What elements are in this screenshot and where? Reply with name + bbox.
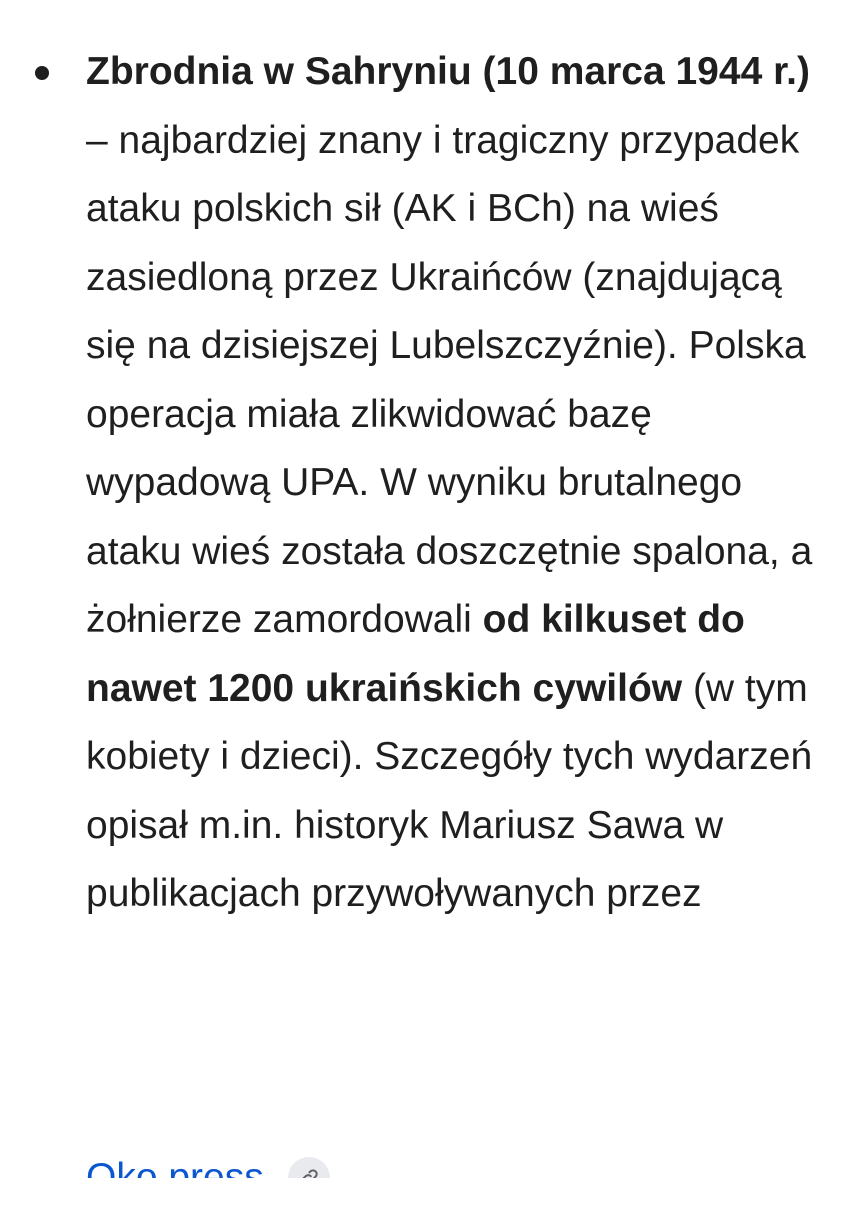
item-text: – najbardziej znany i tragiczny przypadek ataku polskich sił (AK i BCh) na wieś zasiedloną przez Ukraińców (znajdującą się na dzisiejszej Lubelszczyźnie). Polska operacja miała zlikwidować bazę wypadową UPA. W wyniku brutalnego ataku wieś została doszczętnie spalona, a żołnierze zamordowali xyxy=(86,118,813,641)
item-title: Zbrodnia w Sahryniu (10 marca 1944 r.) xyxy=(86,50,810,93)
answer-list xyxy=(0,38,852,929)
item-emphasis: od kilkuset do nawet 1200 ukraińskich cywilów xyxy=(86,598,745,710)
previous-item-fragment xyxy=(86,0,126,6)
bottom-crop xyxy=(0,1178,852,1200)
list-item xyxy=(0,38,852,929)
bullet-icon xyxy=(35,66,49,80)
item-text-continued: (w tym kobiety i dzieci). Szczegóły tych wydarzeń opisał m.in. historyk Mariusz Sawa w publikacjach przywoływanych przez xyxy=(86,666,813,915)
